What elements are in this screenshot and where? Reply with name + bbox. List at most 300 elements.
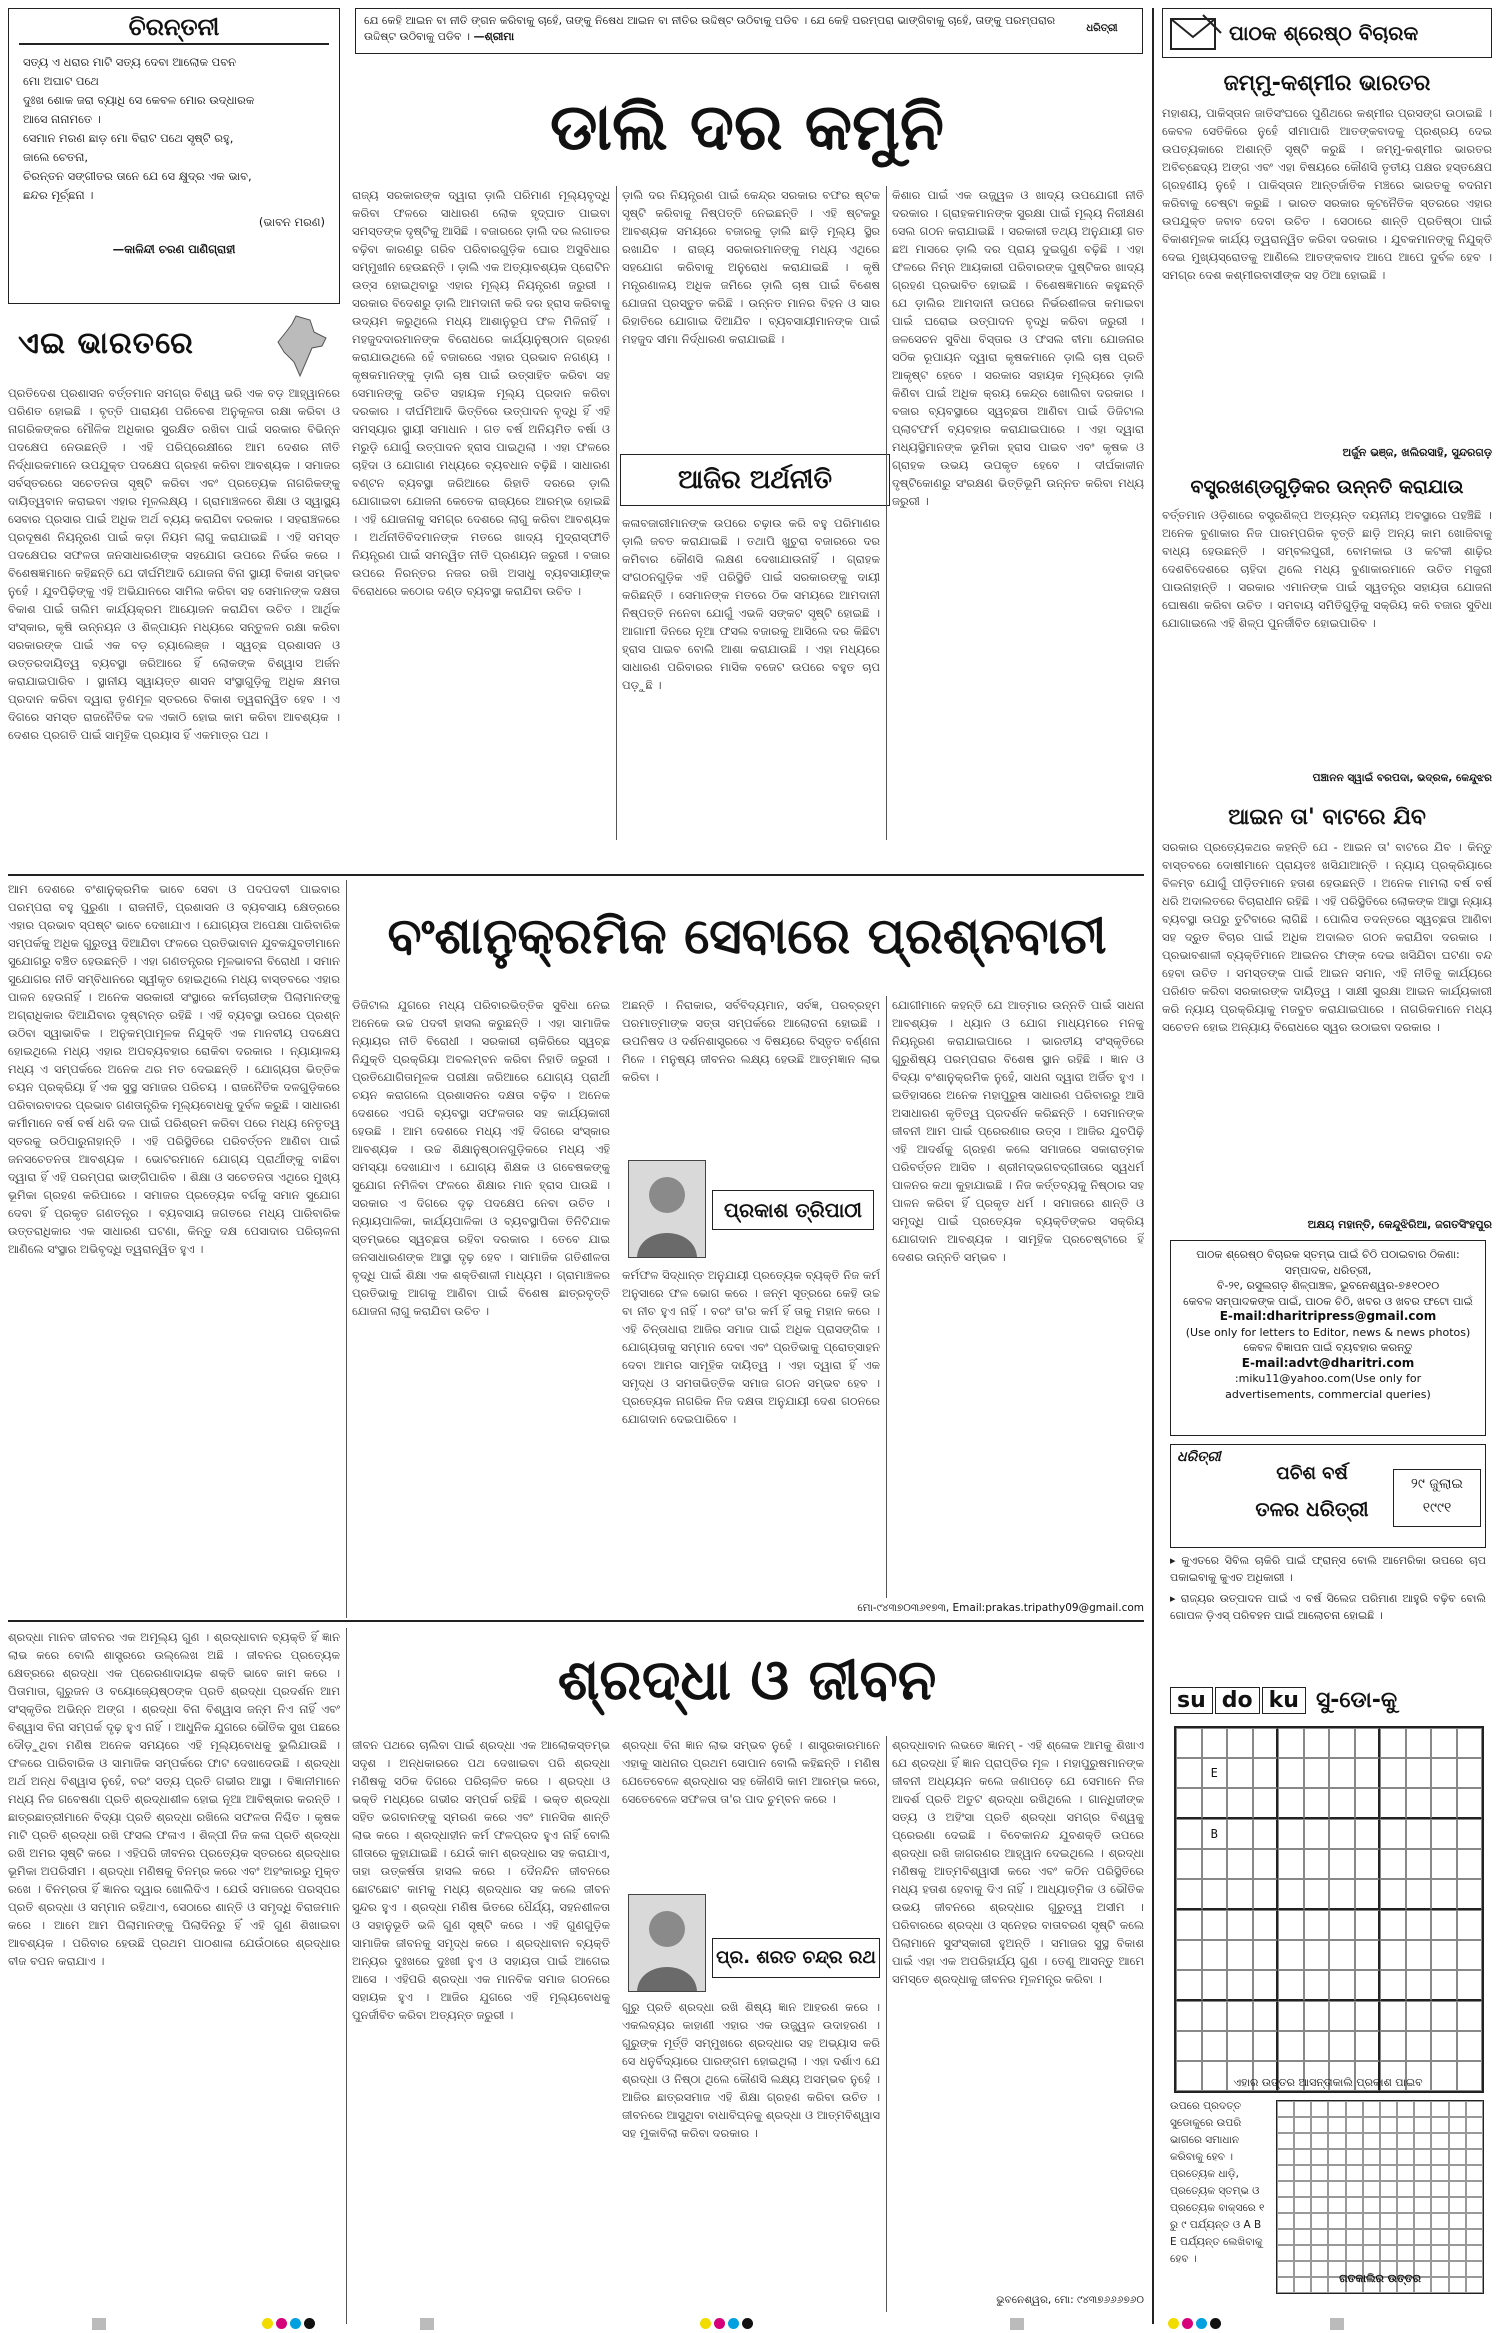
sudoku-cell[interactable] [1431, 1788, 1457, 1819]
sudoku-cell[interactable] [1278, 1910, 1304, 1940]
solution-cell [1466, 2149, 1483, 2165]
solution-cell [1449, 2117, 1466, 2133]
masthead-logo: ଧରିତ୍ରୀ [1086, 23, 1118, 34]
solution-cell [1311, 2101, 1328, 2117]
sudoku-cell[interactable] [1431, 2031, 1457, 2061]
sudoku-cell[interactable] [1406, 1879, 1432, 1910]
color-mark-black [742, 2318, 753, 2329]
sudoku-cell[interactable] [1431, 1728, 1457, 1758]
sudoku-cell[interactable] [1355, 1970, 1381, 2001]
solution-cell [1363, 2245, 1380, 2261]
sudoku-cell[interactable] [1380, 1819, 1406, 1849]
sudoku-cell[interactable] [1329, 1728, 1355, 1758]
sudoku-cell[interactable] [1304, 2001, 1330, 2031]
mid-article-col3: ଯୋଗୀମାନେ କହନ୍ତି ଯେ ଆତ୍ମାର ଉନ୍ନତି ପାଇଁ ସାଧନା ଆବଶ୍ୟକ । ଧ୍ୟାନ ଓ ଯୋଗ ମାଧ୍ୟମରେ ମନକୁ ନିୟନ୍ତ୍ରଣ କରାଯାଇପାରେ । ଭାରତୀୟ ସଂସ୍କୃତିରେ ଗୁରୁଶିଷ୍ୟ ପରମ୍ପରାର ବିଶେଷ ସ୍ଥାନ ରହିଛି । ଜ୍ଞାନ ଓ ବିଦ୍ୟା ବଂଶାନୁକ୍ରମିକ ନୁହେଁ, ସାଧନା ଦ୍ୱାରା ଅର୍ଜିତ ହୁଏ । ଇତିହାସରେ ଅନେକ ମହାପୁରୁଷ ସାଧାରଣ ପରିବାରରୁ ଆସି ଅସାଧାରଣ କୃତିତ୍ୱ ପ୍ରଦର୍ଶନ କରିଛନ୍ତି । ସେମାନଙ୍କ ଜୀବନୀ ଆମ ପାଇଁ ପ୍ରେରଣାର ଉତ୍ସ । ଆଜିର ଯୁବପିଢ଼ି ଏହି ଆଦର୍ଶକୁ ଗ୍ରହଣ କଲେ ସମାଜରେ ସକାରାତ୍ମକ ପରିବର୍ତ୍ତନ ଆସିବ । ଶ୍ରୀମଦ୍ଭଗବଦ୍ଗୀତାରେ ସ୍ୱଧର୍ମ ପାଳନର କଥା କୁହାଯାଇଛି । ନିଜ କର୍ତ୍ତବ୍ୟକୁ ନିଷ୍ଠାର ସହ ପାଳନ କରିବା ହିଁ ପ୍ରକୃତ ଧର୍ମ । ସମାଜରେ ଶାନ୍ତି ଓ ସମୃଦ୍ଧି ପାଇଁ ପ୍ରତ୍ୟେକ ବ୍ୟକ୍ତିଙ୍କର ସକ୍ରିୟ ଯୋଗଦାନ ଆବଶ୍ୟକ । ସାମୂହିକ ପ୍ରଚେଷ୍ଟାରେ ହିଁ ଦେଶର ଉନ୍ନତି ସମ୍ଭବ । [892, 998, 1144, 1264]
sudoku-cell[interactable] [1304, 1788, 1330, 1819]
sudoku-cell[interactable] [1355, 1758, 1381, 1788]
sudoku-cell[interactable] [1278, 1788, 1304, 1819]
sudoku-cell[interactable] [1406, 1849, 1432, 1879]
color-mark-magenta [714, 2318, 725, 2329]
dal-article-col2: ଡ଼ାଲି ଦର ନିୟନ୍ତ୍ରଣ ପାଇଁ କେନ୍ଦ୍ର ସରକାର ବଫର ଷ୍ଟକ ସୃଷ୍ଟି କରିବାକୁ ନିଷ୍ପତ୍ତି ନେଇଛନ୍ତି । ଏହି ଷ୍ଟକରୁ ଆବଶ୍ୟକ ସମୟରେ ବଜାରକୁ ଡ଼ାଲି ଛାଡ଼ି ମୂଲ୍ୟ ସ୍ଥିର ରଖାଯିବ । ରାଜ୍ୟ ସରକାରମାନଙ୍କୁ ମଧ୍ୟ ଏଥିରେ ସହଯୋଗ କରିବାକୁ ଅନୁରୋଧ କରାଯାଇଛି । କୃଷି ମନ୍ତ୍ରଣାଳୟ ଅଧିକ ଜମିରେ ଡ଼ାଲି ଚାଷ ପାଇଁ ବିଶେଷ ଯୋଜନା ପ୍ରସ୍ତୁତ କରିଛି । ଉନ୍ନତ ମାନର ବିହନ ଓ ସାର ରିହାତିରେ ଯୋଗାଇ ଦିଆଯିବ । ବ୍ୟବସାୟୀମାନଙ୍କ ପାଇଁ ମହଜୁଦ ସୀମା ନିର୍ଦ୍ଧାରଣ କରାଯାଇଛି । [622, 188, 880, 346]
sudoku-cell[interactable] [1253, 1788, 1279, 1819]
contact-address-3: କେବଳ ସମ୍ପାଦକଙ୍କ ପାଇଁ, ପାଠକ ଚିଠି, ଖବର ଓ ଖବର ଫଟୋ ପାଇଁ [1183, 1294, 1473, 1308]
sudoku-cell[interactable] [1253, 1849, 1279, 1879]
sudoku-cell[interactable] [1176, 2001, 1202, 2031]
sudoku-cell[interactable] [1355, 1879, 1381, 1910]
sudoku-cell[interactable] [1457, 1879, 1483, 1910]
sudoku-title-do: do [1215, 1687, 1260, 1714]
sudoku-cell[interactable] [1227, 1758, 1253, 1788]
sudoku-cell[interactable] [1278, 2031, 1304, 2061]
pachisa-title-1: ପଚିଶ ବର୍ଷ [1276, 1463, 1348, 1484]
solution-cell [1363, 2181, 1380, 2197]
solution-cell [1380, 2117, 1397, 2133]
solution-cell [1363, 2101, 1380, 2117]
sudoku-cell[interactable] [1457, 1728, 1483, 1758]
sudoku-cell[interactable] [1304, 1940, 1330, 1970]
sudoku-cell[interactable] [1202, 2031, 1228, 2061]
sudoku-cell[interactable] [1380, 1728, 1406, 1758]
chirantani-box [8, 8, 340, 304]
sudoku-cell[interactable] [1431, 1758, 1457, 1788]
author-photo [628, 1894, 706, 1992]
solution-cell [1328, 2213, 1345, 2229]
sudoku-cell[interactable] [1380, 1879, 1406, 1910]
sudoku-cell[interactable] [1227, 1910, 1253, 1940]
sudoku-cell[interactable] [1227, 1788, 1253, 1819]
mid-article-col2b: ଅଛନ୍ତି । ନିରାକାର, ସର୍ବବିଦ୍ୟମାନ, ସର୍ବଜ୍ଞ, ପରବ୍ରହ୍ମ ପରମାତ୍ମାଙ୍କ ସତ୍ତା ସମ୍ପର୍କରେ ଆଲୋଚନା ହୋଇଛି । ଉପନିଷଦ ଓ ଦର୍ଶନଶାସ୍ତ୍ରରେ ଏ ବିଷୟରେ ବିସ୍ତୃତ ବର୍ଣ୍ଣନା ମିଳେ । ମନୁଷ୍ୟ ଜୀବନର ଲକ୍ଷ୍ୟ ହେଉଛି ଆତ୍ମଜ୍ଞାନ ଲାଭ କରିବା । [622, 998, 880, 1084]
poem-line: ସତ୍ୟ ଏ ଧରାର ମାଟି ସତ୍ୟ ଦେବା ଆଲୋକ ପବନ [23, 55, 236, 69]
sudoku-cell[interactable] [1355, 1728, 1381, 1758]
column-divider [886, 186, 887, 840]
dal-article-col2-b: କଳାବଜାରୀମାନଙ୍କ ଉପରେ ଚଢ଼ାଉ କରି ବହୁ ପରିମାଣର ଡ଼ାଲି ଜବତ କରାଯାଇଛି । ତଥାପି ଖୁଚୁରା ବଜାରରେ ଦର କମିବାର କୌଣସି ଲକ୍ଷଣ ଦେଖାଯାଉନାହିଁ । ଗ୍ରାହକ ସଂଗଠନଗୁଡ଼ିକ ଏହି ପରିସ୍ଥିତି ପାଇଁ ସରକାରଙ୍କୁ ଦାୟୀ କରିଛନ୍ତି । ସେମାନଙ୍କ ମତରେ ଠିକ ସମୟରେ ଆମଦାନୀ ନିଷ୍ପତ୍ତି ନନେବା ଯୋଗୁଁ ଏଭଳି ସଙ୍କଟ ସୃଷ୍ଟି ହୋଇଛି । ଆଗାମୀ ଦିନରେ ନୂଆ ଫସଲ ବଜାରକୁ ଆସିଲେ ଦର କିଛିଟା ହ୍ରାସ ପାଇବ ବୋଲି ଆଶା କରାଯାଉଛି । ଏହା ମଧ୍ୟରେ ସାଧାରଣ ପରିବାରର ମାସିକ ବଜେଟ ଉପରେ ବହୁତ ଚାପ ପଡ଼ୁଛି । [622, 516, 880, 692]
solution-cell [1363, 2117, 1380, 2133]
solution-cell [1380, 2181, 1397, 2197]
sudoku-title-odia: ସୁ-ଡୋ-କୁ [1315, 1687, 1398, 1713]
solution-cell [1414, 2117, 1431, 2133]
color-mark-cyan [290, 2318, 301, 2329]
solution-cell [1466, 2229, 1483, 2245]
solution-cell [1380, 2149, 1397, 2165]
sudoku-cell[interactable] [1457, 1970, 1483, 2001]
poem-line: ଆସେ ନାନାମତେ । [23, 112, 101, 126]
solution-cell [1346, 2197, 1363, 2213]
sudoku-cell[interactable] [1406, 1819, 1432, 1849]
solution-cell [1449, 2181, 1466, 2197]
sudoku-cell[interactable] [1227, 1970, 1253, 2001]
solution-cell [1414, 2213, 1431, 2229]
solution-cell [1449, 2149, 1466, 2165]
solution-cell [1397, 2213, 1414, 2229]
poem-poet: —କାଳିନ୍ଦୀ ଚରଣ ପାଣିଗ୍ରାହୀ [112, 242, 236, 256]
sudoku-cell[interactable] [1431, 1849, 1457, 1879]
solution-cell [1363, 2149, 1380, 2165]
solution-cell [1380, 2213, 1397, 2229]
sudoku-cell[interactable] [1406, 2001, 1432, 2031]
advert-label: କେବଳ ବିଜ୍ଞାପନ ପାଇଁ ବ୍ୟବହାର କରନ୍ତୁ [1243, 1341, 1413, 1354]
solution-cell [1311, 2181, 1328, 2197]
solution-cell [1414, 2229, 1431, 2245]
masthead-quote-author: —ଶ୍ରୀମା [473, 30, 515, 43]
sudoku-cell[interactable] [1278, 1970, 1304, 2001]
sudoku-cell[interactable] [1406, 1728, 1432, 1758]
sudoku-cell[interactable] [1176, 1788, 1202, 1819]
solution-cell [1346, 2245, 1363, 2261]
sudoku-grid[interactable] [1174, 1726, 1484, 2093]
sudoku-cell[interactable] [1457, 2001, 1483, 2031]
sudoku-cell[interactable] [1253, 2031, 1279, 2061]
bottom-article-col2: ଜୀବନ ପଥରେ ଚାଲିବା ପାଇଁ ଶ୍ରଦ୍ଧା ଏକ ଆଲୋକସ୍ତମ୍ଭ ସଦୃଶ । ଅନ୍ଧକାରରେ ପଥ ଦେଖାଇବା ପରି ଶ୍ରଦ୍ଧା ମଣିଷକୁ ସଠିକ ଦିଗରେ ପରିଚାଳିତ କରେ । ଶ୍ରଦ୍ଧା ଓ ଭକ୍ତି ମଧ୍ୟରେ ଗଭୀର ସମ୍ପର୍କ ରହିଛି । ଭକ୍ତ ଶ୍ରଦ୍ଧା ସହିତ ଭଗବାନଙ୍କୁ ସ୍ମରଣ କରେ ଏବଂ ମାନସିକ ଶାନ୍ତି ଲାଭ କରେ । ଶ୍ରଦ୍ଧାହୀନ କର୍ମ ଫଳପ୍ରଦ ହୁଏ ନାହିଁ ବୋଲି ଗୀତାରେ କୁହାଯାଇଛି । ଯେଉଁ କାମ ଶ୍ରଦ୍ଧାର ସହ କରାଯାଏ, ତାହା ଉତ୍କର୍ଷତା ହାସଲ କରେ । ଦୈନନ୍ଦିନ ଜୀବନରେ ଛୋଟଛୋଟ କାମକୁ ମଧ୍ୟ ଶ୍ରଦ୍ଧାର ସହ କଲେ ଜୀବନ ସୁନ୍ଦର ହୁଏ । ଶ୍ରଦ୍ଧା ମଣିଷ ଭିତରେ ଧୈର୍ଯ୍ୟ, ସହନଶୀଳତା ଓ ସହାନୁଭୂତି ଭଳି ଗୁଣ ସୃଷ୍ଟି କରେ । ଏହି ଗୁଣଗୁଡ଼ିକ ସାମାଜିକ ଜୀବନକୁ ସମୃଦ୍ଧ କରେ । ଶ୍ରଦ୍ଧାବାନ ବ୍ୟକ୍ତି ଅନ୍ୟର ଦୁଃଖରେ ଦୁଃଖୀ ହୁଏ ଓ ସହାୟତା ପାଇଁ ଆଗେଇ ଆସେ । ଏହିପରି ଶ୍ରଦ୍ଧା ଏକ ମାନବିକ ସମାଜ ଗଠନରେ ସହାୟକ ହୁଏ । ଆଜିର ଯୁଗରେ ଏହି ମୂଲ୍ୟବୋଧକୁ ପୁନର୍ଜୀବିତ କରିବା ଅତ୍ୟନ୍ତ ଜରୁରୀ । [352, 1738, 610, 2022]
bottom-article-col2c: ଗୁରୁ ପ୍ରତି ଶ୍ରଦ୍ଧା ରଖି ଶିଷ୍ୟ ଜ୍ଞାନ ଆହରଣ କରେ । ଏକଲବ୍ୟର କାହାଣୀ ଏହାର ଏକ ଉଜ୍ଜ୍ୱଳ ଉଦାହରଣ । ଗୁରୁଙ୍କ ମୂର୍ତ୍ତି ସମ୍ମୁଖରେ ଶ୍ରଦ୍ଧାର ସହ ଅଭ୍ୟାସ କରି ସେ ଧନୁର୍ବିଦ୍ୟାରେ ପାରଙ୍ଗମ ହୋଇଥିଲା । ଏହା ଦର୍ଶାଏ ଯେ ଶ୍ରଦ୍ଧା ଓ ନିଷ୍ଠା ଥିଲେ କୌଣସି ଲକ୍ଷ୍ୟ ଅସମ୍ଭବ ନୁହେଁ । ଆଜିର ଛାତ୍ରସମାଜ ଏହି ଶିକ୍ଷା ଗ୍ରହଣ କରିବା ଉଚିତ । ଜୀବନରେ ଆସୁଥିବା ବାଧାବିଘ୍ନକୁ ଶ୍ରଦ୍ଧା ଓ ଆତ୍ମବିଶ୍ୱାସ ସହ ମୁକାବିଲା କରିବା ଦରକାର । [622, 2000, 880, 2140]
sudoku-cell[interactable] [1227, 1849, 1253, 1879]
solution-cell [1294, 2165, 1311, 2181]
bottom-article-col1: ଶ୍ରଦ୍ଧା ମାନବ ଜୀବନର ଏକ ଅମୂଲ୍ୟ ଗୁଣ । ଶ୍ରଦ୍ଧାବାନ ବ୍ୟକ୍ତି ହିଁ ଜ୍ଞାନ ଲାଭ କରେ ବୋଲି ଶାସ୍ତ୍ରରେ ଉଲ୍ଲେଖ ଅଛି । ଜୀବନର ପ୍ରତ୍ୟେକ କ୍ଷେତ୍ରରେ ଶ୍ରଦ୍ଧା ଏକ ପ୍ରେରଣାଦାୟକ ଶକ୍ତି ଭାବେ କାମ କରେ । ପିତାମାତା, ଗୁରୁଜନ ଓ ବୟୋଜ୍ୟେଷ୍ଠଙ୍କ ପ୍ରତି ଶ୍ରଦ୍ଧା ପ୍ରଦର୍ଶନ ଆମ ସଂସ୍କୃତିର ଅଭିନ୍ନ ଅଙ୍ଗ । ଶ୍ରଦ୍ଧା ବିନା ବିଶ୍ୱାସ ଜନ୍ମ ନିଏ ନାହିଁ ଏବଂ ବିଶ୍ୱାସ ବିନା ସମ୍ପର୍କ ଦୃଢ଼ ହୁଏ ନାହିଁ । ଆଧୁନିକ ଯୁଗରେ ଭୌତିକ ସୁଖ ପଛରେ ଦୌଡ଼ୁଥିବା ମଣିଷ ଅନେକ ସମୟରେ ଏହି ମୂଲ୍ୟବୋଧକୁ ଭୁଲିଯାଉଛି । ଫଳରେ ପାରିବାରିକ ଓ ସାମାଜିକ ସମ୍ପର୍କରେ ଫାଟ ଦେଖାଦେଉଛି । ଶ୍ରଦ୍ଧା ଅର୍ଥ ଅନ୍ଧ ବିଶ୍ୱାସ ନୁହେଁ, ବରଂ ସତ୍ୟ ପ୍ରତି ଗଭୀର ଆସ୍ଥା । ବିଜ୍ଞାନୀମାନେ ମଧ୍ୟ ନିଜ ଗବେଷଣା ପ୍ରତି ଶ୍ରଦ୍ଧାଶୀଳ ହୋଇ ନୂଆ ଆବିଷ୍କାର କରନ୍ତି । ଛାତ୍ରଛାତ୍ରୀମାନେ ବିଦ୍ୟା ପ୍ରତି ଶ୍ରଦ୍ଧା ରଖିଲେ ସଫଳତା ନିଶ୍ଚିତ । କୃଷକ ମାଟି ପ୍ରତି ଶ୍ରଦ୍ଧା ରଖି ଫସଲ ଫଳାଏ । ଶିଳ୍ପୀ ନିଜ କଳା ପ୍ରତି ଶ୍ରଦ୍ଧା ରଖି ଅମର ସୃଷ୍ଟି କରେ । ଏହିପରି ଜୀବନର ପ୍ରତ୍ୟେକ ସ୍ତରରେ ଶ୍ରଦ୍ଧାର ଭୂମିକା ଅପରିସୀମ । ଶ୍ରଦ୍ଧା ମଣିଷକୁ ବିନମ୍ର କରେ ଏବଂ ଅହଂକାରରୁ ମୁକ୍ତ ରଖେ । ବିନମ୍ରତା ହିଁ ଜ୍ଞାନର ଦ୍ୱାର ଖୋଲିଦିଏ । ଯେଉଁ ସମାଜରେ ପରସ୍ପର ପ୍ରତି ଶ୍ରଦ୍ଧା ଓ ସମ୍ମାନ ରହିଥାଏ, ସେଠାରେ ଶାନ୍ତି ଓ ସମୃଦ୍ଧି ବିରାଜମାନ କରେ । ଆମେ ଆମ ପିଲାମାନଙ୍କୁ ପିଲାଦିନରୁ ହିଁ ଏହି ଗୁଣ ଶିଖାଇବା ଆବଶ୍ୟକ । ପରିବାର ହେଉଛି ପ୍ରଥମ ପାଠଶାଳା ଯେଉଁଠାରେ ଶ୍ରଦ୍ଧାର ବୀଜ ବପନ କରାଯାଏ । [8, 1630, 340, 1968]
solution-cell [1277, 2149, 1294, 2165]
solution-cell [1294, 2101, 1311, 2117]
registration-mark [92, 2318, 106, 2330]
sudoku-cell[interactable] [1278, 1849, 1304, 1879]
sudoku-cell[interactable] [1329, 1758, 1355, 1788]
sudoku-cell[interactable] [1355, 1940, 1381, 1970]
sudoku-cell[interactable] [1202, 1728, 1228, 1758]
sudoku-cell[interactable] [1457, 1819, 1483, 1849]
sudoku-cell[interactable] [1406, 1910, 1432, 1940]
heredity-service-headline: ବଂଶାନୁକ୍ରମିକ ସେବାରେ ପ୍ରଶ୍ନବାଚୀ [387, 907, 1107, 965]
solution-cell [1431, 2165, 1448, 2181]
solution-cell [1380, 2197, 1397, 2213]
sudoku-cell[interactable] [1227, 2001, 1253, 2031]
poem-line: ସେମାନ ମରଣ ଛାଡ଼ ମୋ ବିରାଟ ପଥେ ସୃଷ୍ଟି ରହୁ, [23, 131, 234, 145]
solution-cell [1414, 2197, 1431, 2213]
sudoku-cell[interactable] [1227, 1940, 1253, 1970]
sudoku-cell[interactable] [1457, 2031, 1483, 2061]
person-silhouette-icon [629, 1895, 705, 1991]
sudoku-cell[interactable] [1431, 1879, 1457, 1910]
mid-article-col2: ଡିଜିଟାଲ ଯୁଗରେ ମଧ୍ୟ ପରିବାରଭିତ୍ତିକ ସୁବିଧା ନେଇ ଅନେକେ ଉଚ୍ଚ ପଦବୀ ହାସଲ କରୁଛନ୍ତି । ଏହା ସାମାଜିକ ନ୍ୟାୟର ନୀତି ବିରୋଧୀ । ସରକାରୀ ଚାକିରିରେ ସ୍ୱଚ୍ଛ ନିଯୁକ୍ତି ପ୍ରକ୍ରିୟା ଅବଲମ୍ବନ କରିବା ନିହାତି ଜରୁରୀ । ପ୍ରତିଯୋଗିତାମୂଳକ ପରୀକ୍ଷା ଜରିଆରେ ଯୋଗ୍ୟ ପ୍ରାର୍ଥୀ ଚୟନ କରାଗଲେ ପ୍ରଶାସନର ଦକ୍ଷତା ବଢ଼ିବ । ଅନେକ ଦେଶରେ ଏପରି ବ୍ୟବସ୍ଥା ସଫଳତାର ସହ କାର୍ଯ୍ୟକାରୀ ହେଉଛି । ଆମ ଦେଶରେ ମଧ୍ୟ ଏହି ଦିଗରେ ସଂସ୍କାର ଆବଶ୍ୟକ । ଉଚ୍ଚ ଶିକ୍ଷାନୁଷ୍ଠାନଗୁଡ଼ିକରେ ମଧ୍ୟ ଏହି ସମସ୍ୟା ଦେଖାଯାଏ । ଯୋଗ୍ୟ ଶିକ୍ଷକ ଓ ଗବେଷକଙ୍କୁ ସୁଯୋଗ ନମିଳିବା ଫଳରେ ଶିକ୍ଷାର ମାନ ହ୍ରାସ ପାଉଛି । ସରକାର ଏ ଦିଗରେ ଦୃଢ଼ ପଦକ୍ଷେପ ନେବା ଉଚିତ । ନ୍ୟାୟପାଳିକା, କାର୍ଯ୍ୟପାଳିକା ଓ ବ୍ୟବସ୍ଥାପିକା ତିନିଟିଯାକ ସ୍ତମ୍ଭରେ ସ୍ୱଚ୍ଛତା ରହିବା ଦରକାର । ତେବେ ଯାଇ ଜନସାଧାରଣଙ୍କ ଆସ୍ଥା ଦୃଢ଼ ହେବ । ସାମାଜିକ ଗତିଶୀଳତା ବୃଦ୍ଧି ପାଇଁ ଶିକ୍ଷା ଏକ ଶକ୍ତିଶାଳୀ ମାଧ୍ୟମ । ଗ୍ରାମାଞ୍ଚଳର ପ୍ରତିଭାକୁ ଆଗକୁ ଆଣିବା ପାଇଁ ବିଶେଷ ଛାତ୍ରବୃତ୍ତି ଯୋଜନା ଲାଗୁ କରାଯିବା ଉଚିତ । [352, 998, 610, 1318]
envelope-icon [1169, 13, 1223, 53]
sudoku-cell[interactable] [1380, 2001, 1406, 2031]
pachisa-item: ▸ କୁଏତରେ ସିବିଲ ଚାକିରି ପାଇଁ ଫ୍ରାନ୍ସ ବୋଲି ଆମେରିକା ଉପରେ ଚାପ ପକାଇବାକୁ କୁଏତ ଅଧିକାରୀ । [1170, 1554, 1486, 1584]
color-mark-black [1210, 2318, 1221, 2329]
sudoku-title-ku: ku [1262, 1687, 1306, 1714]
sudoku-cell[interactable] [1253, 1940, 1279, 1970]
sudoku-cell[interactable] [1176, 1758, 1202, 1788]
solution-cell [1328, 2181, 1345, 2197]
sudoku-cell[interactable] [1304, 1758, 1330, 1788]
pachisa-date-box [1393, 1469, 1481, 1527]
sudoku-cell[interactable] [1176, 1879, 1202, 1910]
solution-cell [1466, 2181, 1483, 2197]
solution-cell [1449, 2101, 1466, 2117]
mid-author-contact: ମୋ-୯୪୩୭୦୩୬୧୭୩, Email:prakas.tripathy09@gmail.com [857, 1602, 1144, 1614]
india-map-icon [266, 312, 336, 382]
solution-cell [1431, 2213, 1448, 2229]
letter2-title: ବସ୍ତ୍ରଖଣ୍ଡଗୁଡ଼ିକର ଉନ୍ନତି କରାଯାଉ [1190, 476, 1464, 498]
solution-cell [1397, 2165, 1414, 2181]
pachisa-barsha-box [1170, 1444, 1486, 1548]
sudoku-cell[interactable] [1406, 1940, 1432, 1970]
column-divider [346, 1628, 347, 2324]
column-divider [346, 880, 347, 1618]
ei-bharatare-banner [8, 312, 340, 382]
sudoku-header [1170, 1680, 1486, 1720]
sudoku-cell[interactable] [1406, 2031, 1432, 2061]
sudoku-cell[interactable] [1329, 1940, 1355, 1970]
section-divider [8, 874, 1144, 876]
sudoku-cell[interactable] [1253, 2001, 1279, 2031]
pachisa-items [1170, 1552, 1486, 1672]
advert-email[interactable]: E-mail:advt@dharitri.com [1241, 1355, 1415, 1370]
dal-article-col3: କିଶାର ପାଇଁ ଏକ ଉଜ୍ଜ୍ୱଳ ଓ ଖାଦ୍ୟ ଉପଯୋଗୀ ନୀତି ଦରକାର । ଗ୍ରାହକମାନଙ୍କ ସୁରକ୍ଷା ପାଇଁ ମୂଲ୍ୟ ନିରୀକ୍ଷଣ ସେଲ ଗଠନ କରାଯାଇଛି । ସରକାରୀ ତଥ୍ୟ ଅନୁଯାୟୀ ଗତ ଛଅ ମାସରେ ଡ଼ାଲି ଦର ପ୍ରାୟ ଦୁଇଗୁଣ ବଢ଼ିଛି । ଏହା ଫଳରେ ନିମ୍ନ ଆୟକାରୀ ପରିବାରଙ୍କ ପୁଷ୍ଟିକର ଖାଦ୍ୟ ଗ୍ରହଣ ପ୍ରଭାବିତ ହୋଇଛି । ବିଶେଷଜ୍ଞମାନେ କହୁଛନ୍ତି ଯେ ଡ଼ାଲିର ଆମଦାନୀ ଉପରେ ନିର୍ଭରଶୀଳତା କମାଇବା ପାଇଁ ଘରୋଇ ଉତ୍ପାଦନ ବୃଦ୍ଧି କରିବା ଜରୁରୀ । ଜଳସେଚନ ସୁବିଧା ବିସ୍ତାର ଓ ଫସଲ ବୀମା ଯୋଜନାର ସଠିକ ରୂପାୟନ ଦ୍ୱାରା କୃଷକମାନେ ଡ଼ାଲି ଚାଷ ପ୍ରତି ଆକୃଷ୍ଟ ହେବେ । ସରକାର ସହାୟକ ମୂଲ୍ୟରେ ଡ଼ାଲି କିଣିବା ପାଇଁ ଅଧିକ କ୍ରୟ କେନ୍ଦ୍ର ଖୋଲିବା ଦରକାର । ବଜାର ବ୍ୟବସ୍ଥାରେ ସ୍ୱଚ୍ଛତା ଆଣିବା ପାଇଁ ଡିଜିଟାଲ ପ୍ଲାଟଫର୍ମ ବ୍ୟବହାର କରାଯାଇପାରେ । ଏହା ଦ୍ୱାରା ମଧ୍ୟସ୍ଥିମାନଙ୍କ ଭୂମିକା ହ୍ରାସ ପାଇବ ଏବଂ କୃଷକ ଓ ଗ୍ରାହକ ଉଭୟ ଉପକୃତ ହେବେ । ଦୀର୍ଘକାଳୀନ ଦୃଷ୍ଟିକୋଣରୁ ସଂରକ୍ଷଣ ଭିତ୍ତିଭୂମି ଉନ୍ନତ କରିବା ମଧ୍ୟ ଜରୁରୀ । [892, 188, 1144, 508]
sudoku-cell[interactable] [1304, 1970, 1330, 2001]
sudoku-cell[interactable] [1227, 2031, 1253, 2061]
sudoku-cell[interactable] [1176, 1910, 1202, 1940]
solution-cell [1277, 2181, 1294, 2197]
sudoku-cell[interactable] [1355, 2001, 1381, 2031]
pachisa-date-1: ୨୯ ଜୁଲାଇ [1410, 1476, 1464, 1492]
sudoku-cell[interactable] [1431, 1940, 1457, 1970]
sudoku-cell[interactable] [1253, 1728, 1279, 1758]
sudoku-cell[interactable]: B [1202, 1819, 1228, 1849]
sudoku-cell[interactable] [1355, 1819, 1381, 1849]
sudoku-cell[interactable] [1380, 2031, 1406, 2061]
bottom-article-col2b: ଶ୍ରଦ୍ଧା ବିନା ଜ୍ଞାନ ଲାଭ ସମ୍ଭବ ନୁହେଁ । ଶାସ୍ତ୍ରକାରମାନେ ଏହାକୁ ସାଧନାର ପ୍ରଥମ ସୋପାନ ବୋଲି କହିଛନ୍ତି । ମଣିଷ ଯେତେବେଳେ ଶ୍ରଦ୍ଧାର ସହ କୌଣସି କାମ ଆରମ୍ଭ କରେ, ସେତେବେଳେ ସଫଳତା ତା'ର ପାଦ ଚୁମ୍ବନ କରେ । [622, 1738, 880, 1806]
sudoku-cell[interactable] [1457, 1940, 1483, 1970]
solution-cell [1346, 2165, 1363, 2181]
sudoku-cell[interactable] [1406, 1970, 1432, 2001]
sudoku-cell[interactable]: E [1202, 1758, 1228, 1788]
sudoku-cell[interactable] [1329, 2001, 1355, 2031]
letter3-title: ଆଇନ ତା' ବାଟରେ ଯିବ [1228, 805, 1426, 830]
author-name-box: ପ୍ର. ଶରତ ଚନ୍ଦ୍ର ରଥ [712, 1938, 880, 1978]
sudoku-cell[interactable] [1355, 1788, 1381, 1819]
sudoku-cell[interactable] [1304, 1910, 1330, 1940]
sudoku-cell[interactable] [1278, 1819, 1304, 1849]
sudoku-cell[interactable] [1380, 1758, 1406, 1788]
sudoku-cell[interactable] [1176, 1819, 1202, 1849]
solution-cell [1328, 2165, 1345, 2181]
sudoku-cell[interactable] [1329, 1788, 1355, 1819]
sudoku-cell[interactable] [1304, 2031, 1330, 2061]
sudoku-cell[interactable] [1355, 1849, 1381, 1879]
solution-cell [1363, 2213, 1380, 2229]
column-divider [616, 186, 617, 840]
solution-cell [1397, 2133, 1414, 2149]
sudoku-cell[interactable] [1304, 1879, 1330, 1910]
sudoku-cell[interactable] [1227, 1819, 1253, 1849]
sudoku-cell[interactable] [1202, 1940, 1228, 1970]
poem-line: ଛନ୍ଦର ମୂର୍ଚ୍ଛନା । [23, 188, 94, 202]
pachisa-title-2: ତଳର ଧରିତ୍ରୀ [1255, 1497, 1369, 1521]
bottom-article-col3: ଶ୍ରଦ୍ଧାବାନ ଲଭତେ ଜ୍ଞାନମ୍ - ଏହି ଶ୍ଳୋକ ଆମକୁ ଶିଖାଏ ଯେ ଶ୍ରଦ୍ଧା ହିଁ ଜ୍ଞାନ ପ୍ରାପ୍ତିର ମୂଳ । ମହାପୁରୁଷମାନଙ୍କ ଜୀବନୀ ଅଧ୍ୟୟନ କଲେ ଜଣାପଡ଼େ ଯେ ସେମାନେ ନିଜ ଆଦର୍ଶ ପ୍ରତି ଅତୁଟ ଶ୍ରଦ୍ଧା ରଖିଥିଲେ । ଗାନ୍ଧିଜୀଙ୍କ ସତ୍ୟ ଓ ଅହିଂସା ପ୍ରତି ଶ୍ରଦ୍ଧା ସମଗ୍ର ବିଶ୍ୱକୁ ପ୍ରେରଣା ଦେଇଛି । ବିବେକାନନ୍ଦ ଯୁବଶକ୍ତି ଉପରେ ଶ୍ରଦ୍ଧା ରଖି ଜାଗରଣର ଆହ୍ୱାନ ଦେଇଥିଲେ । ଶ୍ରଦ୍ଧା ମଣିଷକୁ ଆତ୍ମବିଶ୍ୱାସୀ କରେ ଏବଂ କଠିନ ପରିସ୍ଥିତିରେ ମଧ୍ୟ ହତାଶ ହେବାକୁ ଦିଏ ନାହିଁ । ଆଧ୍ୟାତ୍ମିକ ଓ ଭୌତିକ ଉଭୟ ଜୀବନରେ ଶ୍ରଦ୍ଧାର ଗୁରୁତ୍ୱ ଅସୀମ । ପରିବାରରେ ଶ୍ରଦ୍ଧା ଓ ସ୍ନେହର ବାତାବରଣ ସୃଷ୍ଟି କଲେ ପିଲାମାନେ ସୁସଂସ୍କାରୀ ହୁଅନ୍ତି । ସମାଜର ସୁସ୍ଥ ବିକାଶ ପାଇଁ ଏହା ଏକ ଅପରିହାର୍ଯ୍ୟ ଗୁଣ । ତେଣୁ ଆସନ୍ତୁ ଆମେ ସମସ୍ତେ ଶ୍ରଦ୍ଧାକୁ ଜୀବନର ମୂଳମନ୍ତ୍ର କରିବା । [892, 1738, 1144, 1986]
advert-email-note: advertisements, commercial queries) [1225, 1387, 1431, 1401]
column-divider [886, 996, 887, 1598]
advert-email-2[interactable]: :miku11@yahoo.com(Use only for [1234, 1372, 1422, 1385]
chirantani-title: ଚିରନ୍ତନୀ [19, 9, 329, 45]
sudoku-cell[interactable] [1457, 1788, 1483, 1819]
solution-cell [1380, 2229, 1397, 2245]
masthead-quote: ଯେ କେହି ଆଇନ ବା ନୀତି ଙ୍ଗନ କରିବାକୁ ଚାହେଁ, ତାଙ୍କୁ ନିଷେଧ ଆଇନ ବା ନୀତିର ଉଦ୍ଦିଷ୍ଟ ଉଠିବାକୁ ପଡିବ । ଯେ କେହି ପରମ୍ପରା ଭାଙ୍ଗିବାକୁ ଚାହେଁ, ତାଙ୍କୁ ପରମ୍ପରାର ଉଦ୍ଦିଷ୍ଟ ଉଠିବାକୁ ପଡିବ । [364, 14, 1056, 43]
sudoku-cell[interactable] [1176, 1728, 1202, 1758]
sudoku-cell[interactable] [1202, 1910, 1228, 1940]
ei-bharatare-title: ଏଇ ଭାରତରେ [18, 326, 194, 361]
sudoku-cell[interactable] [1457, 1910, 1483, 1940]
sudoku-cell[interactable] [1380, 1910, 1406, 1940]
column-divider [886, 1736, 887, 2312]
sudoku-cell[interactable] [1380, 1970, 1406, 2001]
solution-cell [1397, 2229, 1414, 2245]
solution-cell [1328, 2101, 1345, 2117]
sudoku-cell[interactable] [1227, 1728, 1253, 1758]
color-mark-cyan [728, 2318, 739, 2329]
solution-cell [1466, 2165, 1483, 2181]
sudoku-cell[interactable] [1176, 1849, 1202, 1879]
solution-cell [1277, 2165, 1294, 2181]
shraddha-jibana-headline: ଶ୍ରଦ୍ଧା ଓ ଜୀବନ [557, 1648, 937, 1713]
solution-cell [1277, 2229, 1294, 2245]
sudoku-cell[interactable] [1278, 1758, 1304, 1788]
sudoku-cell[interactable] [1253, 1910, 1279, 1940]
solution-cell [1431, 2229, 1448, 2245]
letter1-sign: ଅର୍ଜୁନ ଭଞ୍ଜ, ଖଲିରସାହି, ସୁନ୍ଦରଗଡ଼ [1342, 446, 1492, 459]
solution-cell [1397, 2149, 1414, 2165]
sudoku-cell[interactable] [1355, 2031, 1381, 2061]
sudoku-cell[interactable] [1380, 1940, 1406, 1970]
sudoku-cell[interactable] [1329, 1849, 1355, 1879]
pachisa-date-2: ୧୯୯୧ [1422, 1500, 1452, 1516]
solution-cell [1277, 2197, 1294, 2213]
solution-cell [1466, 2117, 1483, 2133]
registration-mark [1010, 2318, 1024, 2330]
chirantani-poem [9, 45, 339, 267]
sudoku-cell[interactable] [1176, 1970, 1202, 2001]
sudoku-cell[interactable] [1253, 1758, 1279, 1788]
sudoku-cell[interactable] [1431, 1819, 1457, 1849]
mid-article-col2c: କର୍ମଫଳ ସିଦ୍ଧାନ୍ତ ଅନୁଯାୟୀ ପ୍ରତ୍ୟେକ ବ୍ୟକ୍ତି ନିଜ କର୍ମ ଅନୁସାରେ ଫଳ ଭୋଗ କରେ । ଜନ୍ମ ସୂତ୍ରରେ କେହି ଉଚ୍ଚ ବା ନୀଚ ହୁଏ ନାହିଁ । ବରଂ ତା'ର କର୍ମ ହିଁ ତାକୁ ମହାନ କରେ । ଏହି ଚିନ୍ତାଧାରା ଆଜିର ସମାଜ ପାଇଁ ଅଧିକ ପ୍ରାସଙ୍ଗିକ । ଯୋଗ୍ୟତାକୁ ସମ୍ମାନ ଦେବା ଏବଂ ପ୍ରତିଭାକୁ ପ୍ରୋତ୍ସାହନ ଦେବା ଆମର ସାମୂହିକ ଦାୟିତ୍ୱ । ଏହା ଦ୍ୱାରା ହିଁ ଏକ ସମୃଦ୍ଧ ଓ ସମତାଭିତ୍ତିକ ସମାଜ ଗଠନ ସମ୍ଭବ ହେବ । ପ୍ରତ୍ୟେକ ନାଗରିକ ନିଜ ଦକ୍ଷତା ଅନୁଯାୟୀ ଦେଶ ଗଠନରେ ଯୋଗଦାନ ଦେଇପାରିବେ । [622, 1268, 880, 1426]
pachisa-logo: ଧରିତ୍ରୀ [1177, 1449, 1221, 1465]
aajira-arthaniti-box: ଆଜିର ଅର୍ଥନୀତି [620, 454, 890, 506]
sudoku-cell[interactable] [1329, 1970, 1355, 2001]
sudoku-cell[interactable] [1355, 1910, 1381, 1940]
solution-cell [1414, 2245, 1431, 2261]
solution-cell [1294, 2213, 1311, 2229]
solution-cell [1294, 2149, 1311, 2165]
solution-cell [1328, 2117, 1345, 2133]
sudoku-cell[interactable] [1431, 2001, 1457, 2031]
sudoku-cell[interactable] [1406, 1788, 1432, 1819]
sudoku-cell[interactable] [1304, 1728, 1330, 1758]
solution-cell [1311, 2133, 1328, 2149]
solution-cell [1449, 2197, 1466, 2213]
registration-mark [420, 2318, 434, 2330]
sudoku-cell[interactable] [1278, 2001, 1304, 2031]
sudoku-cell[interactable] [1304, 1849, 1330, 1879]
solution-cell [1397, 2101, 1414, 2117]
sudoku-cell[interactable] [1278, 1940, 1304, 1970]
solution-cell [1311, 2229, 1328, 2245]
author-photo [628, 1160, 706, 1258]
solution-cell [1449, 2165, 1466, 2181]
solution-cell [1346, 2213, 1363, 2229]
sudoku-cell[interactable] [1253, 1879, 1279, 1910]
solution-cell [1466, 2213, 1483, 2229]
solution-cell [1328, 2149, 1345, 2165]
solution-cell [1397, 2117, 1414, 2133]
contact-address-2: ବି-୨୧, ରସୁଲଗଡ଼ ଶିଳ୍ପାଞ୍ଚଳ, ଭୁବନେଶ୍ୱର-୭୫୧୦୧୦ [1216, 1279, 1440, 1292]
sudoku-cell[interactable] [1202, 2001, 1228, 2031]
solution-cell [1466, 2197, 1483, 2213]
solution-cell [1363, 2133, 1380, 2149]
contact-address-1: ସମ୍ପାଦକ, ଧରିତ୍ରୀ, [1284, 1263, 1372, 1277]
solution-cell [1311, 2197, 1328, 2213]
sudoku-cell[interactable] [1278, 1879, 1304, 1910]
solution-cell [1414, 2133, 1431, 2149]
sudoku-cell[interactable] [1431, 1910, 1457, 1940]
color-mark-magenta [1182, 2318, 1193, 2329]
right-column-divider [1152, 8, 1154, 2324]
solution-cell [1294, 2197, 1311, 2213]
sudoku-cell[interactable] [1431, 1970, 1457, 2001]
sudoku-cell[interactable] [1278, 1728, 1304, 1758]
solution-cell [1414, 2181, 1431, 2197]
sudoku-cell[interactable] [1304, 1819, 1330, 1849]
sudoku-cell[interactable] [1202, 1970, 1228, 2001]
solution-cell [1397, 2181, 1414, 2197]
sudoku-cell[interactable] [1329, 1910, 1355, 1940]
solution-cell [1277, 2117, 1294, 2133]
sudoku-cell[interactable] [1380, 1849, 1406, 1879]
solution-cell [1431, 2117, 1448, 2133]
sudoku-cell[interactable] [1176, 2031, 1202, 2061]
solution-cell [1328, 2245, 1345, 2261]
sudoku-cell[interactable] [1253, 1970, 1279, 2001]
solution-cell [1346, 2133, 1363, 2149]
solution-cell [1328, 2133, 1345, 2149]
sudoku-cell[interactable] [1329, 1879, 1355, 1910]
sudoku-cell[interactable] [1202, 1849, 1228, 1879]
sudoku-cell[interactable] [1457, 1849, 1483, 1879]
solution-cell [1431, 2181, 1448, 2197]
sudoku-cell[interactable] [1227, 1879, 1253, 1910]
color-mark-cyan [1196, 2318, 1207, 2329]
letter1-title: ଜମ୍ମୁ-କଶ୍ମୀର ଭାରତର [1223, 71, 1431, 96]
sudoku-cell[interactable] [1253, 1819, 1279, 1849]
sudoku-cell[interactable] [1176, 1940, 1202, 1970]
sudoku-cell[interactable] [1329, 2031, 1355, 2061]
solution-cell [1277, 2133, 1294, 2149]
solution-cell [1380, 2165, 1397, 2181]
solution-cell [1328, 2229, 1345, 2245]
letter1-body: ମହାଶୟ, ପାକିସ୍ତାନ ଜାତିସଂଘରେ ପୁଣିଥରେ କଶ୍ମୀର ପ୍ରସଙ୍ଗ ଉଠାଇଛି । କେବଳ ସେତିକିରେ ନୁହେଁ ସୀମାପାରି ଆତଙ୍କବାଦକୁ ପ୍ରଶ୍ରୟ ଦେଇ ଉପତ୍ୟକାରେ ଅଶାନ୍ତି ସୃଷ୍ଟି କରୁଛି । ଜମ୍ମୁ-କଶ୍ମୀର ଭାରତର ଅବିଚ୍ଛେଦ୍ୟ ଅଙ୍ଗ ଏବଂ ଏହା ବିଷୟରେ କୌଣସି ତୃତୀୟ ପକ୍ଷର ହସ୍ତକ୍ଷେପ ଗ୍ରହଣୀୟ ନୁହେଁ । ପାକିସ୍ତାନ ଆନ୍ତର୍ଜାତିକ ମଞ୍ଚରେ ଭାରତକୁ ବଦନାମ କରିବାକୁ ଚେଷ୍ଟା କରୁଛି । ଭାରତ ସରକାର କୂଟନୈତିକ ସ୍ତରରେ ଏହାର ଉପଯୁକ୍ତ ଜବାବ ଦେବା ଉଚିତ । ସେଠାରେ ଶାନ୍ତି ପ୍ରତିଷ୍ଠା ପାଇଁ ବିକାଶମୂଳକ କାର୍ଯ୍ୟ ତ୍ୱରାନ୍ୱିତ କରିବା ଦରକାର । ଯୁବକମାନଙ୍କୁ ନିଯୁକ୍ତି ଦେଇ ମୁଖ୍ୟସ୍ରୋତକୁ ଆଣିଲେ ଆତଙ୍କବାଦ ଆପେ ଆପେ ଦୁର୍ବଳ ହେବ । ସମଗ୍ର ଦେଶ କଶ୍ମୀରବାସୀଙ୍କ ସହ ଠିଆ ହୋଇଛି । [1162, 106, 1492, 282]
person-silhouette-icon [629, 1161, 705, 1257]
solution-cell [1431, 2101, 1448, 2117]
sudoku-cell[interactable] [1329, 1819, 1355, 1849]
sudoku-cell[interactable] [1457, 1758, 1483, 1788]
solution-cell [1449, 2229, 1466, 2245]
solution-cell [1466, 2245, 1483, 2261]
sudoku-cell[interactable] [1202, 1788, 1228, 1819]
sudoku-cell[interactable] [1406, 1758, 1432, 1788]
sudoku-cell[interactable] [1202, 1879, 1228, 1910]
ei-bharatare-article: ପ୍ରତିଦେଶ ପ୍ରଶାସନ ବର୍ତ୍ତମାନ ସମଗ୍ର ବିଶ୍ୱ ଭରି ଏକ ବଡ଼ ଆହ୍ୱାନରେ ପରିଣତ ହୋଇଛି । ବୃତ୍ତି ପାରାୟଣ ପରିବେଶ ଅନୁକୂଳତା ରକ୍ଷା କରିବା ଓ ନାଗରିକଙ୍କର ମୌଳିକ ଅଧିକାର ସୁରକ୍ଷିତ ରଖିବା ପାଇଁ ସରକାର ବିଭିନ୍ନ ପଦକ୍ଷେପ ନେଉଛନ୍ତି । ଏହି ପରିପ୍ରେକ୍ଷୀରେ ଆମ ଦେଶର ନୀତି ନିର୍ଦ୍ଧାରକମାନେ ଉପଯୁକ୍ତ ପଦକ୍ଷେପ ଗ୍ରହଣ କରିବା ଆବଶ୍ୟକ । ସମାଜର ସର୍ବସ୍ତରରେ ସଚେତନତା ସୃଷ୍ଟି କରିବା ଏବଂ ପ୍ରତ୍ୟେକ ନାଗରିକଙ୍କୁ ଦାୟିତ୍ୱବାନ କରାଇବା ଏହାର ମୂଳଲକ୍ଷ୍ୟ । ଗ୍ରାମାଞ୍ଚଳରେ ଶିକ୍ଷା ଓ ସ୍ୱାସ୍ଥ୍ୟ ସେବାର ପ୍ରସାର ପାଇଁ ଅଧିକ ଅର୍ଥ ବ୍ୟୟ କରାଯିବା ଦରକାର । ସହରାଞ୍ଚଳରେ ପ୍ରଦୂଷଣ ନିୟନ୍ତ୍ରଣ ପାଇଁ କଡ଼ା ନିୟମ ଲାଗୁ କରାଯାଇଛି । ଏହି ସମସ୍ତ ପଦକ୍ଷେପର ସଫଳତା ଜନସାଧାରଣଙ୍କ ସହଯୋଗ ଉପରେ ନିର୍ଭର କରେ । ବିଶେଷଜ୍ଞମାନେ କହିଛନ୍ତି ଯେ ଦୀର୍ଘମିଆଦି ଯୋଜନା ବିନା ସ୍ଥାୟୀ ବିକାଶ ସମ୍ଭବ ନୁହେଁ । ଯୁବପିଢ଼ିଙ୍କୁ ଏହି ଅଭିଯାନରେ ସାମିଲ କରିବା ସହ ସେମାନଙ୍କ ଦକ୍ଷତା ବିକାଶ ପାଇଁ ତାଲିମ କାର୍ଯ୍ୟକ୍ରମ ଆୟୋଜନ କରାଯିବା ଉଚିତ । ଆର୍ଥିକ ସଂସ୍କାର, କୃଷି ଉନ୍ନୟନ ଓ ଶିଳ୍ପାୟନ ମଧ୍ୟରେ ସନ୍ତୁଳନ ରକ୍ଷା କରିବା ସରକାରଙ୍କ ପାଇଁ ଏକ ବଡ଼ ଚ୍ୟାଲେଞ୍ଜ । ସ୍ୱଚ୍ଛ ପ୍ରଶାସନ ଓ ଉତ୍ତରଦାୟିତ୍ୱ ବ୍ୟବସ୍ଥା ଜରିଆରେ ହିଁ ଲୋକଙ୍କ ବିଶ୍ୱାସ ଅର୍ଜନ କରାଯାଇପାରିବ । ସ୍ଥାନୀୟ ସ୍ୱାୟତ୍ତ ଶାସନ ସଂସ୍ଥାଗୁଡ଼ିକୁ ଅଧିକ କ୍ଷମତା ପ୍ରଦାନ କରିବା ଦ୍ୱାରା ତୃଣମୂଳ ସ୍ତରରେ ବିକାଶ ତ୍ୱରାନ୍ୱିତ ହେବ । ଏ ଦିଗରେ ସମସ୍ତ ରାଜନୈତିକ ଦଳ ଏକାଠି ହୋଇ କାମ କରିବା ଆବଶ୍ୟକ । ଦେଶର ପ୍ରଗତି ପାଇଁ ସାମୂହିକ ପ୍ରୟାସ ହିଁ ଏକମାତ୍ର ପଥ । [8, 386, 340, 742]
solution-cell [1311, 2165, 1328, 2181]
solution-cell [1380, 2133, 1397, 2149]
sudoku-cell[interactable] [1380, 1788, 1406, 1819]
solution-cell [1363, 2229, 1380, 2245]
editor-email[interactable]: E-mail:dharitripress@gmail.com [1219, 1309, 1437, 1323]
solution-cell [1380, 2245, 1397, 2261]
dal-price-headline: ଡାଲି ଦର କମୁନି [549, 91, 945, 165]
